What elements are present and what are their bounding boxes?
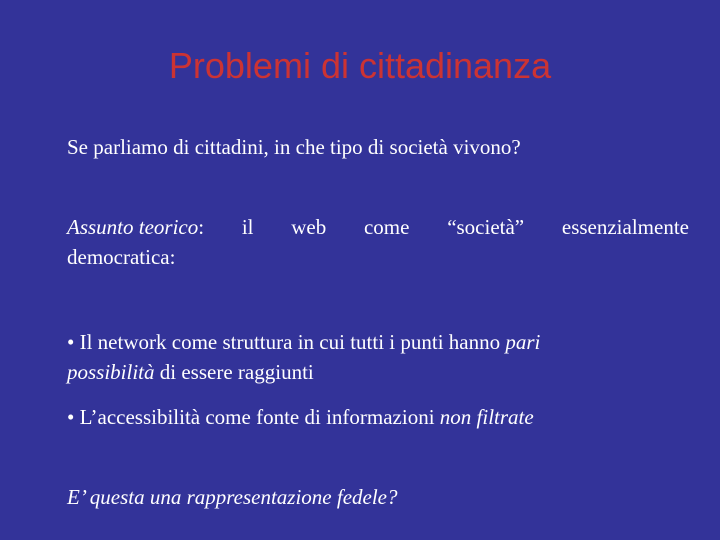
bullet-accessibility xyxy=(67,402,689,432)
bullet-network-italic-possibilita: possibilità xyxy=(67,360,155,384)
question-text: Se parliamo di cittadini, in che tipo di società vivono? xyxy=(67,135,521,159)
assumption-word: essenzialmente xyxy=(561,215,689,239)
bullet-network-prefix: • Il network come struttura in cui tutti i punti hanno xyxy=(67,330,506,354)
bullet-accessibility-prefix: • L’accessibilità come fonte di informazioni xyxy=(67,405,440,429)
assumption-word: web xyxy=(291,215,327,239)
bullet-network-suffix: di essere raggiunti xyxy=(154,360,314,384)
bullet-accessibility-italic: non filtrate xyxy=(439,405,534,429)
assumption-line-2: democratica: xyxy=(67,245,176,269)
bullet-network-italic-pari: pari xyxy=(505,330,541,354)
closing-question: E’ questa una rappresentazione fedele? xyxy=(67,485,398,509)
assumption-paragraph xyxy=(67,212,689,272)
assumption-colon: : xyxy=(198,215,205,239)
assumption-label-group xyxy=(67,212,204,242)
assumption-label: Assunto teorico xyxy=(67,215,199,239)
assumption-word: come xyxy=(363,215,410,239)
bullet-network xyxy=(67,327,627,387)
assumption-word: “società” xyxy=(447,215,525,239)
assumption-word: il xyxy=(241,215,254,239)
slide-title: Problemi di cittadinanza xyxy=(168,45,552,86)
assumption-line-1 xyxy=(67,212,689,242)
